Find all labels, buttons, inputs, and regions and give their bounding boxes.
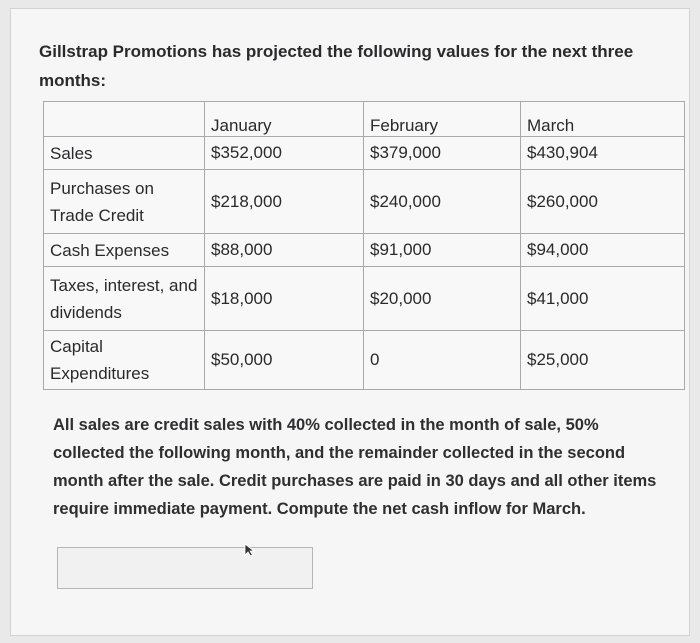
- cell-cash-expenses-february: $91,000: [364, 234, 521, 267]
- cell-capex-march: $25,000: [521, 331, 685, 390]
- table-row: [44, 170, 685, 234]
- table-row: [44, 137, 685, 170]
- cell-purchases-march: $260,000: [521, 170, 685, 234]
- cell-purchases-february: $240,000: [364, 170, 521, 234]
- answer-input[interactable]: [57, 547, 313, 589]
- question-intro: Gillstrap Promotions has projected the following values for the next three months:: [39, 42, 634, 90]
- cell-taxes-february: $20,000: [364, 267, 521, 331]
- row-label-purchases: Purchases on Trade Credit: [44, 170, 205, 234]
- row-label-cash-expenses: Cash Expenses: [44, 234, 205, 267]
- mouse-pointer-icon: [243, 543, 257, 557]
- cell-sales-january: $352,000: [205, 137, 364, 170]
- table-row: [44, 267, 685, 331]
- table-row: [44, 331, 685, 390]
- cell-taxes-march: $41,000: [521, 267, 685, 331]
- cell-purchases-january: $218,000: [205, 170, 364, 234]
- question-card: [10, 8, 690, 636]
- cell-capex-january: $50,000: [205, 331, 364, 390]
- cell-sales-february: $379,000: [364, 137, 521, 170]
- table-row: [44, 234, 685, 267]
- row-label-capital-expenditures: Capital Expenditures: [44, 331, 205, 390]
- table-corner-cell: [44, 102, 205, 137]
- projection-table: [43, 101, 685, 390]
- row-label-taxes: Taxes, interest, and dividends: [44, 267, 205, 331]
- question-instructions: All sales are credit sales with 40% collected in the month of sale, 50% collected the following month, and the remainder collected in the second month after the sale. Credit purchases are paid in 30 days and all other items require immediate payment. Compute the net cash inflow for March.: [53, 416, 657, 518]
- cell-taxes-january: $18,000: [205, 267, 364, 331]
- table-header-row: [44, 102, 685, 137]
- cell-cash-expenses-january: $88,000: [205, 234, 364, 267]
- cell-capex-february: 0: [364, 331, 521, 390]
- cell-cash-expenses-march: $94,000: [521, 234, 685, 267]
- cell-sales-march: $430,904: [521, 137, 685, 170]
- column-header-march: March: [521, 102, 685, 137]
- row-label-sales: Sales: [44, 137, 205, 170]
- column-header-february: February: [364, 102, 521, 137]
- column-header-january: January: [205, 102, 364, 137]
